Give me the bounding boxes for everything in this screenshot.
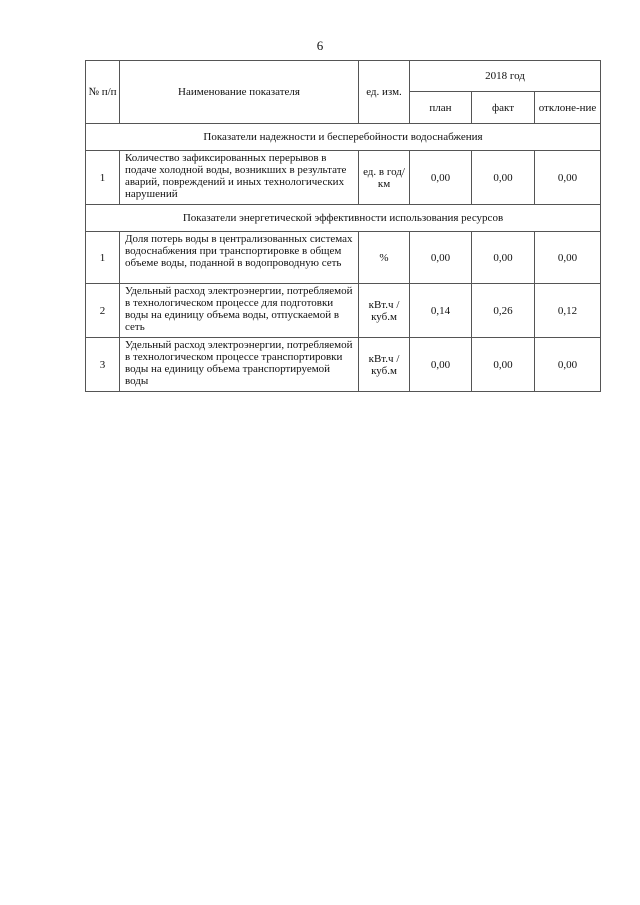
header-fact: факт — [472, 92, 535, 124]
section-title: Показатели надежности и бесперебойности водоснабжения — [86, 124, 601, 151]
row-fact: 0,00 — [472, 232, 535, 284]
table-row — [86, 284, 601, 338]
row-fact: 0,00 — [472, 338, 535, 392]
row-deviation: 0,00 — [535, 338, 601, 392]
row-num: 3 — [86, 338, 120, 392]
section-row-reliability — [86, 124, 601, 151]
row-unit: ед. в год/ км — [359, 151, 410, 205]
row-num: 1 — [86, 151, 120, 205]
row-name: Удельный расход электроэнергии, потребляемой в технологическом процессе для подготовки воды на единицу объема воды, отпускаемой в сеть — [120, 284, 359, 338]
row-deviation: 0,00 — [535, 151, 601, 205]
header-num: № п/п — [86, 61, 120, 124]
row-deviation: 0,00 — [535, 232, 601, 284]
row-fact: 0,00 — [472, 151, 535, 205]
row-deviation: 0,12 — [535, 284, 601, 338]
row-name: Удельный расход электроэнергии, потребляемой в технологическом процессе транспортировки воды на единицу объема транспортируемой воды — [120, 338, 359, 392]
row-plan: 0,00 — [410, 151, 472, 205]
row-plan: 0,00 — [410, 338, 472, 392]
row-num: 2 — [86, 284, 120, 338]
table-row — [86, 151, 601, 205]
row-unit: % — [359, 232, 410, 284]
indicators-table — [85, 60, 601, 392]
table-row — [86, 232, 601, 284]
header-plan: план — [410, 92, 472, 124]
row-plan: 0,00 — [410, 232, 472, 284]
header-year: 2018 год — [410, 61, 601, 92]
row-num: 1 — [86, 232, 120, 284]
section-title: Показатели энергетической эффективности использования ресурсов — [86, 205, 601, 232]
table-row — [86, 338, 601, 392]
section-row-energy — [86, 205, 601, 232]
row-fact: 0,26 — [472, 284, 535, 338]
row-unit: кВт.ч / куб.м — [359, 284, 410, 338]
header-name: Наименование показателя — [120, 61, 359, 124]
row-name: Количество зафиксированных перерывов в подаче холодной воды, возникших в результате аварий, повреждений и иных технологических нарушений — [120, 151, 359, 205]
header-deviation: отклоне-ние — [535, 92, 601, 124]
header-row-top — [86, 61, 601, 92]
header-unit: ед. изм. — [359, 61, 410, 124]
row-name: Доля потерь воды в централизованных системах водоснабжения при транспортировке в общем объеме воды, поданной в водопроводную сеть — [120, 232, 359, 284]
row-plan: 0,14 — [410, 284, 472, 338]
page-number: 6 — [316, 38, 324, 53]
row-unit: кВт.ч / куб.м — [359, 338, 410, 392]
